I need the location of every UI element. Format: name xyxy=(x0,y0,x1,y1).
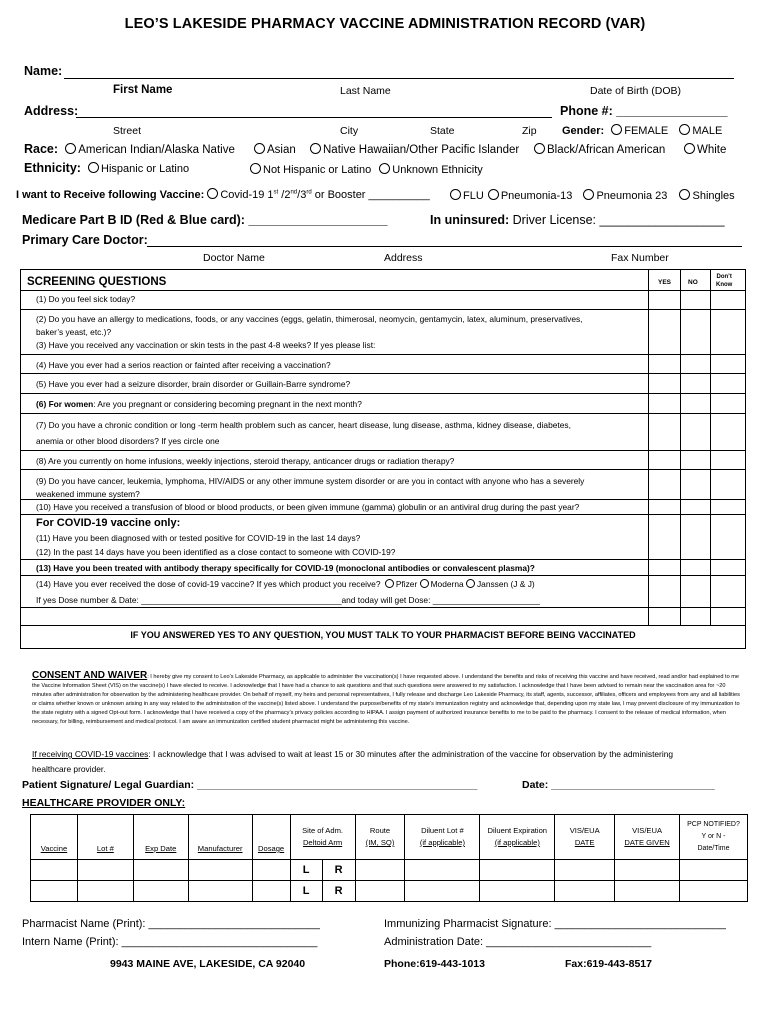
cell-dexp[interactable] xyxy=(480,881,555,902)
eth-unknown-radio[interactable] xyxy=(379,163,390,174)
phone-label[interactable]: Phone #: ________________ xyxy=(560,104,728,118)
female-label: FEMALE xyxy=(624,125,669,137)
shingles-label: Shingles xyxy=(692,190,735,202)
moderna-label: Moderna xyxy=(430,579,464,589)
consent-heading: CONSENT AND WAIVER xyxy=(32,670,148,681)
pfizer-radio[interactable] xyxy=(385,579,394,588)
doctor-address-caption: Address xyxy=(384,252,423,264)
question-14: (14) Have you ever received the dose of covid-19 vaccine? If yes which product you receive? Pfizer Moderna Janssen (J & J) xyxy=(36,579,535,589)
ethnicity-group xyxy=(24,161,189,175)
race-native-label: American Indian/Alaska Native xyxy=(78,144,235,156)
city-caption: City xyxy=(340,125,359,137)
yes-header: YES xyxy=(658,279,672,286)
male-label: MALE xyxy=(692,125,723,137)
name-field[interactable] xyxy=(64,78,734,79)
form-title: LEO’S LAKESIDE PHARMACY VACCINE ADMINISTRATION RECORD (VAR) xyxy=(124,16,646,32)
male-radio[interactable] xyxy=(679,124,690,135)
signature-date-field[interactable]: Date: ____________________________ xyxy=(522,779,715,791)
race-group xyxy=(24,142,235,156)
col-manufacturer: Manufacturer xyxy=(188,815,252,860)
pneu23-radio[interactable] xyxy=(583,189,594,200)
race-asian-label: Asian xyxy=(267,144,296,156)
janssen-label: Janssen (J & J) xyxy=(476,579,535,589)
pfizer-label: Pfizer xyxy=(395,579,418,589)
row-line xyxy=(20,413,746,414)
question-7a: (7) Do you have a chronic condition or long -term health problem such as cancer, heart disease, lung disease, asthma, kidney disease, diabetes, xyxy=(36,420,571,430)
cell-exp[interactable] xyxy=(133,860,188,881)
covid-radio[interactable] xyxy=(207,188,218,199)
cell-vis[interactable] xyxy=(555,881,615,902)
cell-dlot[interactable] xyxy=(405,860,480,881)
name-label: Name: xyxy=(24,64,63,78)
row-line xyxy=(20,393,746,394)
col-vis-date-given: VIS/EUA DATE GIVEN xyxy=(615,815,680,860)
pneu13-label: Pneumonia-13 xyxy=(500,190,573,202)
eth-hispanic-radio[interactable] xyxy=(88,162,99,173)
row-line xyxy=(20,499,746,500)
question-11: (11) Have you been diagnosed with or tested positive for COVID-19 in the last 14 days? xyxy=(36,533,361,543)
eth-not-label: Not Hispanic or Latino xyxy=(263,164,372,176)
pcp-field[interactable] xyxy=(147,246,742,247)
col-diluent-exp: Diluent Expiration (if applicable) xyxy=(480,815,555,860)
provider-table xyxy=(30,814,748,902)
dont-know-header: Don’t Know xyxy=(716,274,733,288)
cell-vis-given[interactable] xyxy=(615,860,680,881)
gender-label: Gender: xyxy=(562,125,605,137)
pcp-label: Primary Care Doctor: xyxy=(22,233,148,247)
col-divider xyxy=(648,269,649,625)
col-lot: Lot # xyxy=(77,815,133,860)
row-line xyxy=(20,309,746,310)
cell-dosage[interactable] xyxy=(252,881,290,902)
pneu13-radio[interactable] xyxy=(488,189,499,200)
row-line xyxy=(20,469,746,470)
cell-manufacturer[interactable] xyxy=(188,881,252,902)
pharmacy-fax: Fax:619-443-8517 xyxy=(565,958,652,970)
col-vaccine: Vaccine xyxy=(31,815,78,860)
pneu23-label: Pneumonia 23 xyxy=(596,190,668,202)
state-caption: State xyxy=(430,125,455,137)
pharmacist-name-field[interactable]: Pharmacist Name (Print): ____________________________ xyxy=(22,918,320,930)
col-pcp-notified: PCP NOTIFIED? Y or N - Date/Time xyxy=(680,815,748,860)
janssen-radio[interactable] xyxy=(466,579,475,588)
address-field[interactable] xyxy=(76,117,552,118)
doctor-name-caption: Doctor Name xyxy=(203,252,265,264)
question-2a: (2) Do you have an allergy to medications, foods, or any vaccines (eggs, gelatin, thimerosal, neomycin, gentamycin, latex, aluminum, preservatives, xyxy=(36,314,583,324)
row-line xyxy=(20,450,746,451)
cell-pcp[interactable] xyxy=(680,881,748,902)
covid-label: Covid-19 1st /2nd/3rd or Booster __________ xyxy=(220,189,430,201)
uninsured-group xyxy=(430,213,725,227)
cell-dexp[interactable] xyxy=(480,860,555,881)
row-line xyxy=(20,290,746,291)
question-9a: (9) Do you have cancer, leukemia, lymphoma, HIV/AIDS or any other immune system disorder or are you in contact with anyone who has a severely xyxy=(36,476,585,486)
col-divider xyxy=(680,269,681,625)
intern-name-field[interactable]: Intern Name (Print): ________________________________ xyxy=(22,936,318,948)
eth-not-radio[interactable] xyxy=(250,163,261,174)
eth-unknown-label: Unknown Ethnicity xyxy=(392,164,483,176)
dob-caption: Date of Birth (DOB) xyxy=(590,85,682,97)
address-label: Address: xyxy=(24,104,79,118)
cell-vaccine[interactable] xyxy=(31,860,78,881)
eth-not-group xyxy=(250,163,483,176)
site-right[interactable]: R xyxy=(334,864,343,876)
zip-caption: Zip xyxy=(522,125,537,137)
race-black-group xyxy=(534,143,665,156)
cell-exp[interactable] xyxy=(133,881,188,902)
col-exp-date: Exp Date xyxy=(133,815,188,860)
col-diluent-lot: Diluent Lot # (if applicable) xyxy=(405,815,480,860)
consent-text: CONSENT AND WAIVER: I hereby give my consent to Leo’s Lakeside Pharmacy, as applicable to administer the vaccination(s) I have requested above. I understand the benefits and risks of receiving this vaccine and have received, read and/or had explained to me the Vaccine Information Sheet (VIS) on the vaccine(s) I have elected to receive. I acknowledge that I have had a chance to ask questions and that such questions were answered to my satisfaction. I acknowledge that I have been advised to remain near the vaccination area for ~20 minutes after administration for observation by the administering healthcare provider. On behalf of myself, my heirs and personal representatives, I fully release and discharge Leo Lakeside Pharmacy, its staff, agents, successor, affiliates, officers and employees from any and all liabilities or claims whether known or unknown arising in any way related to the administration of the vaccine(s) listed above. I understand the purpose/benefits of my state’s immunization registry and acknowledge that, depending upon my state law, I may prevent disclosure of my immunization to the state registry with a signed Opt-out form. I acknowledge that I have received a copy of the pharmacy’s privacy policies according to HIPAA. I assign payment of authorized insurance benefits to me to be paid to the pharmacy. I consent to the release of medical information, when necessary, for billing, reimbursement and medical protocol. I am aware an immunization certified student pharmacist might be administering this vaccine. xyxy=(32,670,740,726)
flu-radio[interactable] xyxy=(450,189,461,200)
cell-lot[interactable] xyxy=(77,881,133,902)
row-line xyxy=(20,559,746,560)
first-name-caption: First Name xyxy=(113,84,173,96)
question-6: (6) For women: Are you pregnant or considering becoming pregnant in the next month? xyxy=(36,399,362,409)
row-line xyxy=(20,373,746,374)
site-right[interactable]: R xyxy=(334,885,343,897)
table-row xyxy=(31,860,748,881)
table-row xyxy=(31,881,748,902)
question-12: (12) In the past 14 days have you been identified as a close contact to someone with COVID-19? xyxy=(36,547,396,557)
question-8: (8) Are you currently on home infusions, weekly injections, steroid therapy, anticancer drugs or radiation therapy? xyxy=(36,456,455,466)
patient-signature-field[interactable]: Patient Signature/ Legal Guardian: ________________________________________________ xyxy=(22,779,478,791)
row-line xyxy=(20,354,746,355)
covid-section-header: For COVID-19 vaccine only: xyxy=(36,517,181,529)
covid-wait-ack: If receiving COVID-19 vaccines: I acknowledge that I was advised to wait at least 15 or 30 minutes after the administration of the vaccine for observation by the administering xyxy=(32,749,674,759)
fax-caption: Fax Number xyxy=(611,252,669,264)
site-left[interactable]: L xyxy=(291,881,323,901)
cell-manufacturer[interactable] xyxy=(188,860,252,881)
pharmacy-address: 9943 MAINE AVE, LAKESIDE, CA 92040 xyxy=(110,958,306,970)
provider-heading: HEALTHCARE PROVIDER ONLY: xyxy=(22,797,186,809)
row-line xyxy=(20,514,746,515)
race-native-radio[interactable] xyxy=(65,143,76,154)
pharmacist-warning: IF YOU ANSWERED YES TO ANY QUESTION, YOU MUST TALK TO YOUR PHARMACIST BEFORE BEING VACCINATED xyxy=(130,630,636,640)
cell-pcp[interactable] xyxy=(680,860,748,881)
cell-lot[interactable] xyxy=(77,860,133,881)
moderna-radio[interactable] xyxy=(420,579,429,588)
question-5: (5) Have you ever had a seizure disorder, brain disorder or Guillain-Barre syndrome? xyxy=(36,379,351,389)
cell-vis-given[interactable] xyxy=(615,881,680,902)
race-asian-group xyxy=(254,143,296,156)
cell-dosage[interactable] xyxy=(252,860,290,881)
question-14b[interactable]: If yes Dose number & Date: ___________________________________________and today will get Dose: _______________________ xyxy=(36,595,540,605)
row-line xyxy=(20,625,746,626)
vaccine-request-label: I want to Receive following Vaccine: xyxy=(16,189,205,201)
question-2b: baker’s yeast, etc.)? xyxy=(36,327,112,337)
pharmacy-phone: Phone:619-443-1013 xyxy=(384,958,485,970)
race-white-label: White xyxy=(697,144,727,156)
question-10: (10) Have you received a transfusion of blood or blood products, or been given immune (gamma) globulin or an antiviral drug during the past year? xyxy=(36,502,580,512)
shingles-radio[interactable] xyxy=(679,189,690,200)
immunizing-signature-field[interactable]: Immunizing Pharmacist Signature: ____________________________ xyxy=(384,918,726,930)
cell-vaccine[interactable] xyxy=(31,881,78,902)
question-3: (3) Have you received any vaccination or skin tests in the past 4-8 weeks? If yes please list: xyxy=(36,340,376,350)
col-vis-date: VIS/EUA DATE xyxy=(555,815,615,860)
cell-route[interactable] xyxy=(355,860,405,881)
col-site-of-adm: Site of Adm. Deltoid Arm Route (IM, SQ) xyxy=(290,815,405,860)
race-white-group xyxy=(684,143,726,156)
row-line xyxy=(20,607,746,608)
eth-hispanic-label: Hispanic or Latino xyxy=(101,163,190,175)
race-label: Race: xyxy=(24,142,59,156)
street-caption: Street xyxy=(113,125,142,137)
last-name-caption: Last Name xyxy=(340,85,391,97)
race-black-label: Black/African American xyxy=(547,144,666,156)
cell-dlot[interactable] xyxy=(405,881,480,902)
site-left[interactable]: L xyxy=(291,860,323,880)
race-black-radio[interactable] xyxy=(534,143,545,154)
driver-license-field[interactable]: Driver License: __________________ xyxy=(512,213,725,227)
administration-date-field[interactable]: Administration Date: ___________________________ xyxy=(384,936,652,948)
question-9b: weakened immune system? xyxy=(36,489,140,499)
medicare-id-field[interactable]: Medicare Part B ID (Red & Blue card): ____________________ xyxy=(22,213,388,227)
question-1: (1) Do you feel sick today? xyxy=(36,294,136,304)
question-4: (4) Have you ever had a serios reaction or fainted after receiving a vaccination? xyxy=(36,360,331,370)
race-asian-radio[interactable] xyxy=(254,143,265,154)
covid-wait-ack-2: healthcare provider. xyxy=(32,764,106,774)
question-13: (13) Have you been treated with antibody therapy specifically for COVID-19 (monoclonal antibodies or convalescent plasma)? xyxy=(36,563,535,573)
race-hawaiian-group xyxy=(310,143,519,156)
row-line xyxy=(20,575,746,576)
no-header: NO xyxy=(688,279,698,286)
col-dosage: Dosage xyxy=(252,815,290,860)
cell-route[interactable] xyxy=(355,881,405,902)
col-divider xyxy=(710,269,711,625)
race-hawaiian-label: Native Hawaiian/Other Pacific Islander xyxy=(323,144,520,156)
cell-site xyxy=(290,881,355,902)
cell-vis[interactable] xyxy=(555,860,615,881)
other-vaccines xyxy=(450,189,735,202)
ethnicity-label: Ethnicity: xyxy=(24,161,81,175)
race-white-radio[interactable] xyxy=(684,143,695,154)
cell-site xyxy=(290,860,355,881)
question-7b: anemia or other blood disorders? If yes circle one xyxy=(36,436,220,446)
gender-group xyxy=(562,124,722,137)
flu-label: FLU xyxy=(463,190,484,202)
screening-header: SCREENING QUESTIONS xyxy=(27,276,167,288)
female-radio[interactable] xyxy=(611,124,622,135)
vaccine-request-row xyxy=(16,188,430,201)
uninsured-label: In uninsured: xyxy=(430,213,510,227)
race-hawaiian-radio[interactable] xyxy=(310,143,321,154)
